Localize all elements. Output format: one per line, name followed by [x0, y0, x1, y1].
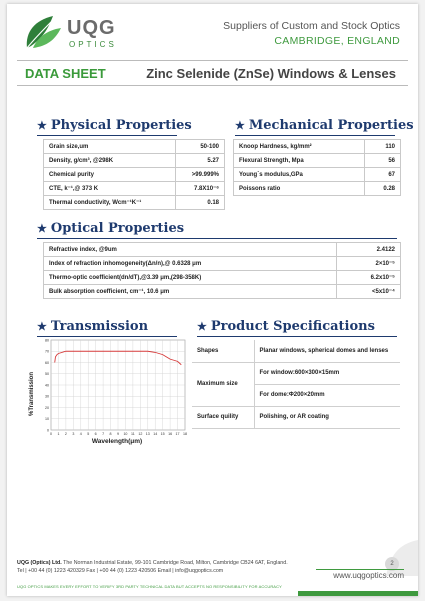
star-icon: ★: [197, 320, 207, 333]
x-tick-label: 14: [153, 432, 158, 436]
x-tick-label: 11: [131, 432, 135, 436]
transmission-chart: [25, 336, 193, 448]
table-cell-label: Thermal conductivity, Wcm⁻¹K⁻¹: [44, 196, 176, 210]
table-cell-label: CTE, k⁻¹,@ 373 K: [44, 182, 176, 196]
table-cell-value: 0.28: [365, 182, 401, 196]
spec-label: Surface quility: [192, 406, 254, 428]
table-row: [192, 362, 400, 384]
star-icon: ★: [37, 320, 47, 333]
y-tick-label: 30: [45, 394, 49, 399]
heading-underline: [235, 135, 395, 136]
physical-properties-heading: [37, 118, 192, 133]
title-bar: [17, 60, 408, 86]
star-icon: ★: [37, 119, 47, 132]
x-tick-label: 4: [79, 432, 82, 436]
x-tick-label: 10: [123, 432, 128, 436]
table-cell-label: Refractive index, @9um: [44, 243, 337, 257]
x-tick-label: 13: [145, 432, 150, 436]
table-cell-label: Chemical purity: [44, 168, 176, 182]
table-cell-value: 110: [365, 140, 401, 154]
table-cell-label: Index of refraction inhomogeneity(Δn/n),@ 0.6328 μm: [44, 257, 337, 271]
x-tick-label: 17: [175, 432, 180, 436]
x-tick-label: 2: [64, 432, 67, 436]
tagline: [223, 20, 400, 47]
x-tick-label: 12: [138, 432, 143, 436]
table-row: [44, 285, 401, 299]
footer-contact: Tel | +00 44 (0) 1223 420329 Fax | +00 44 (0) 1223 420506 Email | info@uqgoptics.com: [17, 568, 224, 574]
transmission-heading: [37, 319, 148, 334]
table-cell-label: Thermo-optic coefficient(dn/dT),@3.39 μm,(298-358K): [44, 271, 337, 285]
table-cell-value: 2×10⁻⁵: [337, 257, 401, 271]
x-tick-label: 8: [109, 432, 112, 436]
physical-properties-table: [43, 139, 225, 210]
table-cell-label: Flexural Strength, Mpa: [234, 154, 365, 168]
table-row: [44, 257, 401, 271]
table-row: [44, 243, 401, 257]
logo-leaf-icon: [23, 14, 63, 52]
table-cell-label: Young`s modulus,GPa: [234, 168, 365, 182]
table-row: [234, 182, 401, 196]
spec-label: Shapes: [192, 340, 254, 362]
spec-value: For dome:Φ200×20mm: [254, 384, 400, 406]
transmission-heading-text: Transmission: [50, 319, 149, 334]
x-tick-label: 9: [117, 432, 119, 436]
logo-name: UQG: [67, 17, 116, 39]
chart-grid: [51, 340, 185, 430]
table-row: [44, 182, 225, 196]
x-tick-label: 0: [50, 432, 52, 436]
y-tick-label: 40: [45, 383, 49, 388]
table-cell-label: Density, g/cm³, @298K: [44, 154, 176, 168]
y-tick-label: 70: [45, 349, 49, 354]
table-cell-label: Bulk absorption coefficient, cm⁻¹, 10.6 μm: [44, 285, 337, 299]
x-tick-label: 16: [168, 432, 173, 436]
heading-underline: [37, 135, 177, 136]
table-cell-value: 67: [365, 168, 401, 182]
table-row: [44, 196, 225, 210]
spec-label: Maximum size: [192, 362, 254, 406]
table-cell-value: <5x10⁻⁴: [337, 285, 401, 299]
x-tick-label: 7: [102, 432, 105, 436]
table-cell-value: 2.4122: [337, 243, 401, 257]
optical-heading-text: Optical Properties: [50, 221, 185, 236]
table-row: [44, 154, 225, 168]
mechanical-heading-text: Mechanical Properties: [248, 118, 414, 133]
x-axis-label: Wavelength(μm): [91, 438, 143, 445]
y-tick-label: 50: [45, 372, 49, 377]
table-cell-label: Poissons ratio: [234, 182, 365, 196]
y-tick-label: 80: [45, 338, 49, 343]
table-row: [44, 271, 401, 285]
table-cell-value: 5.27: [176, 154, 225, 168]
company-logo: [23, 14, 153, 54]
data-sheet-page: [7, 4, 418, 596]
footer-company: UQG (Optics) Ltd.: [17, 560, 62, 566]
website-divider: [316, 569, 404, 570]
x-tick-label: 5: [87, 432, 90, 436]
y-tick-label: 20: [45, 405, 49, 410]
table-cell-value: 56: [365, 154, 401, 168]
footer-accent-stripe: [298, 591, 418, 596]
table-cell-value: 50-100: [176, 140, 225, 154]
optical-properties-table: [43, 242, 401, 299]
optical-properties-heading: [37, 221, 184, 236]
table-cell-label: Grain size,um: [44, 140, 176, 154]
footer-disclaimer: UQG OPTICS MAKES EVERY EFFORT TO VERIFY 3RD PARTY TECHNICAL DATA BUT ACCEPTS NO RESPONSIBILITY FOR ACCURACY: [17, 584, 282, 589]
product-specifications-heading: [197, 319, 375, 334]
star-icon: ★: [235, 119, 245, 132]
table-cell-value: 0.18: [176, 196, 225, 210]
footer-address: [17, 559, 288, 575]
spec-value: Planar windows, spherical domes and lenses: [254, 340, 400, 362]
physical-heading-text: Physical Properties: [50, 118, 192, 133]
data-sheet-label: DATA SHEET: [25, 66, 106, 81]
y-tick-label: 10: [45, 417, 49, 422]
y-tick-label: 60: [45, 360, 49, 365]
x-tick-label: 6: [94, 432, 97, 436]
x-tick-label: 3: [72, 432, 75, 436]
spec-value: Polishing, or AR coating: [254, 406, 400, 428]
mechanical-properties-table: [233, 139, 401, 196]
table-cell-value: 6.2x10⁻⁵: [337, 271, 401, 285]
tagline-line-2: CAMBRIDGE, ENGLAND: [274, 35, 400, 47]
table-cell-value: >99.999%: [176, 168, 225, 182]
heading-underline: [37, 238, 397, 239]
product-heading-text: Product Specifications: [210, 319, 375, 334]
table-row: [234, 140, 401, 154]
table-row: [44, 140, 225, 154]
heading-underline: [197, 336, 397, 337]
x-tick-label: 15: [160, 432, 165, 436]
table-row: [44, 168, 225, 182]
website-link[interactable]: www.uqgoptics.com: [333, 571, 404, 580]
mechanical-properties-heading: [235, 118, 414, 133]
y-axis-label: %Transmission: [29, 371, 35, 417]
table-cell-label: Knoop Hardness, kg/mm²: [234, 140, 365, 154]
page-title: Zinc Selenide (ZnSe) Windows & Lenses: [146, 66, 396, 81]
spec-value: For window:600×300×15mm: [254, 362, 400, 384]
table-row: [234, 154, 401, 168]
logo-subtitle: OPTICS: [69, 40, 117, 49]
table-row: [192, 340, 400, 362]
table-row: [234, 168, 401, 182]
table-cell-value: 7.8X10⁻⁶: [176, 182, 225, 196]
x-tick-label: 18: [183, 432, 187, 436]
tagline-line-1: Suppliers of Custom and Stock Optics: [223, 20, 400, 32]
page-number: 2: [385, 557, 399, 571]
x-tick-label: 1: [57, 432, 60, 436]
y-tick-label: 0: [47, 428, 49, 433]
table-row: [192, 406, 400, 428]
product-specifications-table: [192, 340, 400, 429]
footer-address-text: The Norman Industrial Estate, 99-101 Cambridge Road, Milton, Cambridge CB24 6AT, England.: [63, 560, 288, 566]
star-icon: ★: [37, 222, 47, 235]
